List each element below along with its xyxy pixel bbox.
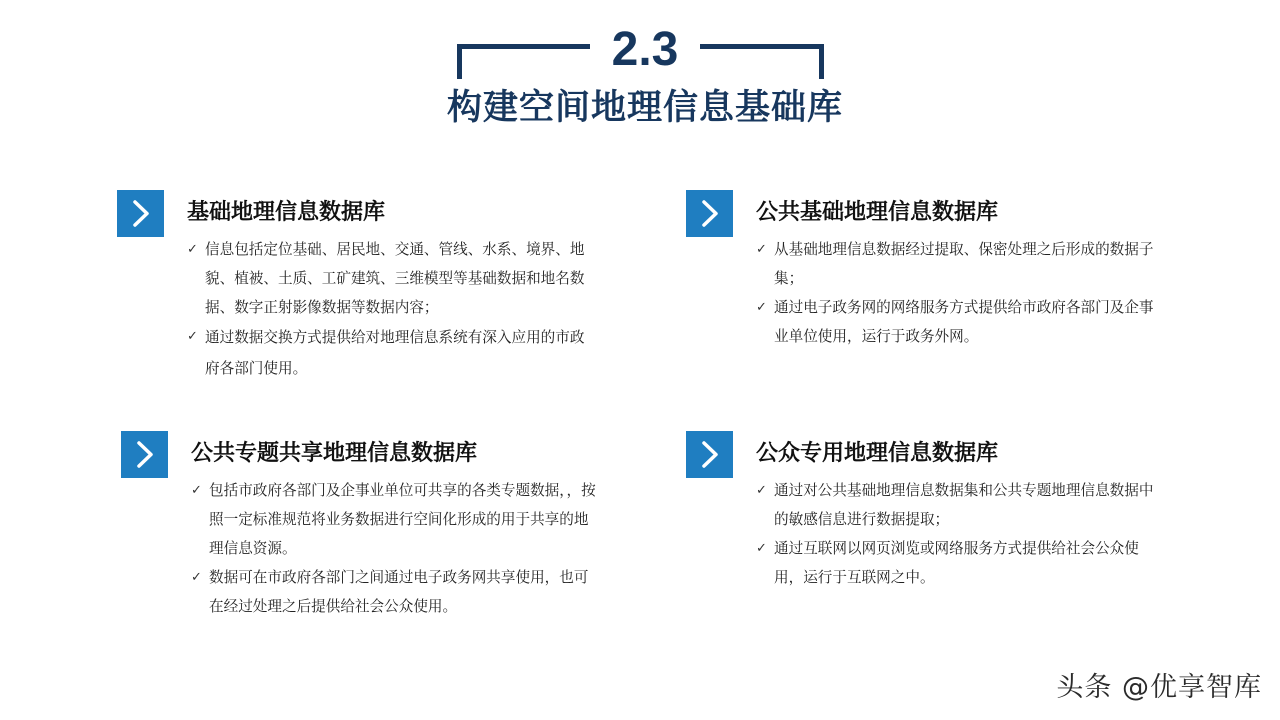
bullet-item	[191, 563, 601, 621]
bullet-text: 通过对公共基础地理信息数据集和公共专题地理信息数据中的敏感信息进行数据提取；	[774, 482, 1154, 528]
bullet-item	[756, 534, 1166, 592]
bullet-item	[756, 476, 1166, 534]
watermark: 头条 @优享智库	[1056, 672, 1262, 703]
check-icon: ✓	[756, 300, 767, 315]
section-number: 2.3	[590, 20, 700, 80]
bullet-text: 通过数据交换方式提供给对地理信息系统有深入应用的市政府各部门使用。	[205, 329, 585, 377]
bullet-text: 从基础地理信息数据经过提取、保密处理之后形成的数据子集；	[774, 241, 1154, 287]
bullet-text: 数据可在市政府各部门之间通过电子政务网共享使用，也可在经过处理之后提供给社会公众使用。	[209, 569, 589, 615]
check-icon: ✓	[191, 483, 202, 498]
bullet-text: 包括市政府各部门及企事业单位可共享的各类专题数据，，按照一定标准规范将业务数据进行空间化形成的用于共享的地理信息资源。	[209, 482, 596, 557]
check-icon: ✓	[191, 570, 202, 585]
bullet-item	[187, 235, 597, 322]
chevron-right-icon	[117, 190, 164, 237]
bullet-item	[191, 476, 601, 563]
bullet-list	[191, 476, 601, 621]
bullet-item	[187, 322, 597, 384]
check-icon: ✓	[187, 329, 198, 344]
check-icon: ✓	[187, 242, 198, 257]
card-title: 公众专用地理信息数据库	[756, 441, 999, 466]
bullet-text: 通过电子政务网的网络服务方式提供给市政府各部门及企事业单位使用，运行于政务外网。	[774, 299, 1154, 345]
chevron-right-icon	[686, 431, 733, 478]
bullet-list	[756, 476, 1166, 592]
card-title: 公共专题共享地理信息数据库	[191, 441, 478, 466]
card-title: 基础地理信息数据库	[187, 200, 386, 225]
chevron-right-icon	[686, 190, 733, 237]
bullet-item	[756, 235, 1166, 293]
bullet-item	[756, 293, 1166, 351]
slide-header	[0, 0, 1280, 140]
chevron-right-icon	[121, 431, 168, 478]
card-title: 公共基础地理信息数据库	[756, 200, 999, 225]
check-icon: ✓	[756, 541, 767, 556]
bullet-text: 通过互联网以网页浏览或网络服务方式提供给社会公众使用，运行于互联网之中。	[774, 540, 1139, 586]
bullet-list	[756, 235, 1166, 351]
check-icon: ✓	[756, 242, 767, 257]
check-icon: ✓	[756, 483, 767, 498]
bullet-list	[187, 235, 597, 384]
section-title: 构建空间地理信息基础库	[446, 88, 843, 128]
bullet-text: 信息包括定位基础、居民地、交通、管线、水系、境界、地貌、植被、土质、工矿建筑、三维模型等基础数据和地名数据、数字正射影像数据等数据内容；	[205, 241, 585, 316]
